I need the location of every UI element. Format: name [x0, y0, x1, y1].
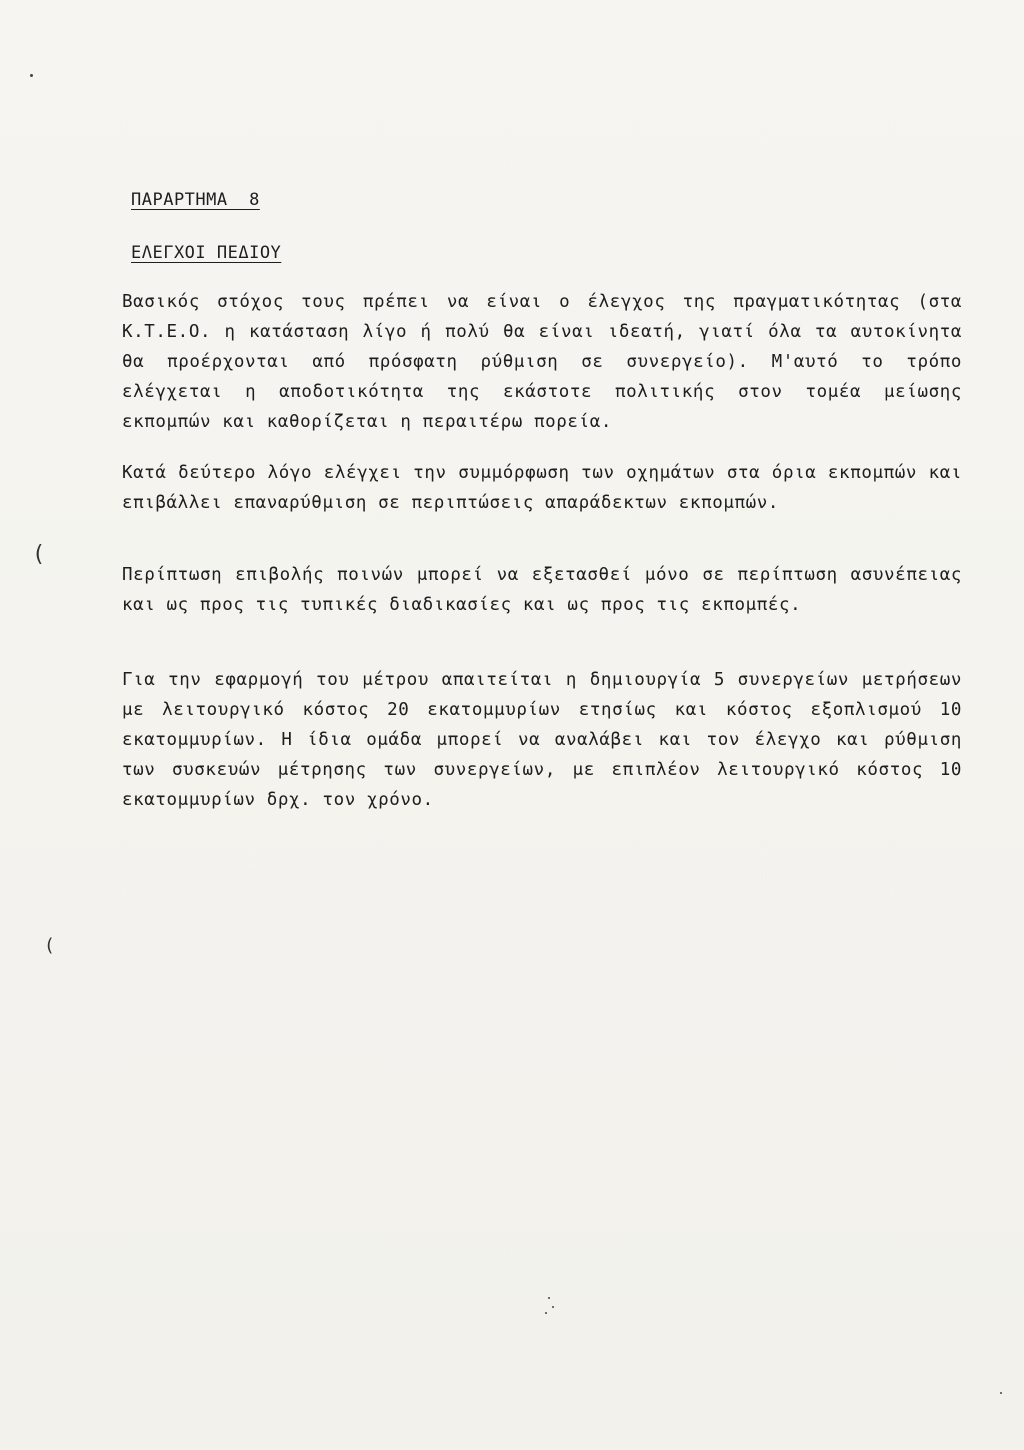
section-title: ΕΛΕΓΧΟΙ ΠΕΔΙΟΥ	[131, 243, 282, 263]
scan-speck	[552, 1306, 554, 1308]
scan-speck	[30, 74, 33, 77]
margin-bracket-mark: (	[44, 935, 55, 956]
paragraph-2: Κατά δεύτερο λόγο ελέγχει την συμμόρφωση των οχημάτων στα όρια εκπομπών και επιβάλλει επαναρύθμιση σε περιπτώσεις απαράδεκτων εκπομπών.	[122, 463, 962, 513]
paragraph-4: Για την εφαρμογή του μέτρου απαιτείται η δημιουργία 5 συνεργείων μετρήσεων με λειτουργικό κόστος 20 εκατομμυρίων ετησίως και κόστος εξοπλισμού 10 εκατομμυρίων. Η ίδια ομάδα μπορεί να αναλάβει και τον έλεγχο και ρύθμιση των συσκευών μέτρησης των συνεργείων, με επιπλέον λειτουργικό κόστος 10 εκατομμυρίων δρχ. τον χρόνο.	[122, 670, 962, 810]
paragraph-3: Περίπτωση επιβολής ποινών μπορεί να εξετασθεί μόνο σε περίπτωση ασυνέπειας και ως προς τις τυπικές διαδικασίες και ως προς τις εκπομπές.	[122, 565, 962, 615]
scan-speck	[548, 1297, 550, 1299]
scan-speck	[1000, 1392, 1002, 1394]
margin-bracket-mark: (	[32, 542, 46, 567]
appendix-title: ΠΑΡΑΡΤΗΜΑ 8	[131, 190, 260, 210]
scan-speck	[545, 1312, 547, 1314]
paragraph-1: Βασικός στόχος τους πρέπει να είναι ο έλεγχος της πραγματικότητας (στα Κ.Τ.Ε.Ο. η κατάσταση λίγο ή πολύ θα είναι ιδεατή, γιατί όλα τα αυτοκίνητα θα προέρχονται από πρόσφατη ρύθμιση σε συνεργείο). Μ'αυτό το τρόπο ελέγχεται η αποδοτικότητα της εκάστοτε πολιτικής στον τομέα μείωσης εκπομπών και καθορίζεται η περαιτέρω πορεία.	[122, 292, 962, 432]
